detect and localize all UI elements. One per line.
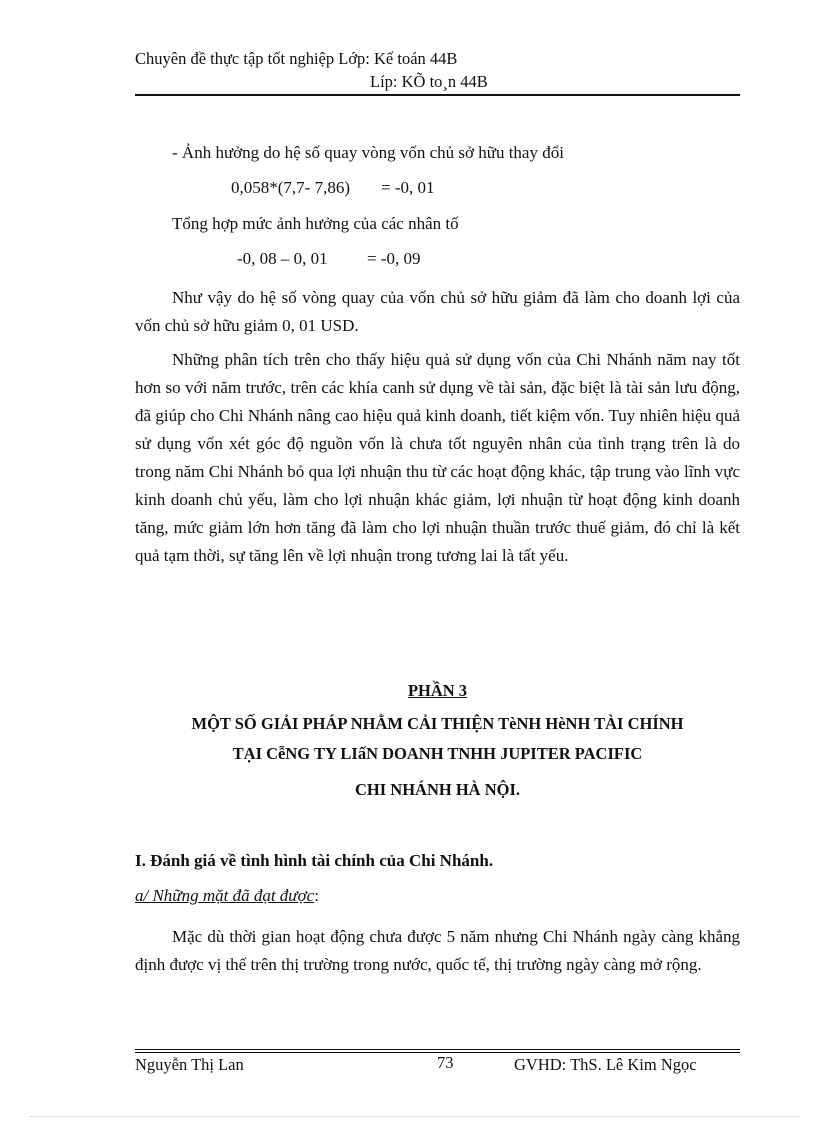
section-heading: I. Đánh giá về tình hình tài chính của Chi Nhánh. <box>135 851 494 870</box>
footer-rule-top <box>135 1049 740 1050</box>
header-line-2: Líp: KÕ to¸n 44B <box>370 72 488 91</box>
footer-advisor: GVHD: ThS. Lê Kim Ngọc <box>514 1055 697 1074</box>
effect-label: - Ảnh hưởng do hệ số quay vòng vốn chủ sở hữu thay đổi <box>172 143 564 162</box>
paragraph-1: Như vậy do hệ số vòng quay của vốn chủ sở hữu giảm đã làm cho doanh lợi của vốn chủ sở hữu giảm 0, 01 USD. <box>135 288 740 335</box>
footer-author: Nguyễn Thị Lan <box>135 1055 244 1074</box>
header-line-1: Chuyên đề thực tập tốt nghiệp Lớp: Kế toán 44B <box>135 49 458 68</box>
section-subheading <box>135 886 319 906</box>
total-formula: -0, 08 – 0, 01 <box>237 249 328 268</box>
total-result: = -0, 09 <box>367 249 421 268</box>
part-label: PHẦN 3 <box>407 681 468 700</box>
subheading-colon: : <box>314 886 319 905</box>
footer-page-number: 73 <box>437 1053 454 1072</box>
header-rule <box>135 94 740 96</box>
section-paragraph: Mặc dù thời gian hoạt động chưa được 5 năm nhưng Chi Nhánh ngày càng khẳng định được vị thế trên thị trường trong nước, quốc tế, thị trường ngày càng mở rộng. <box>135 927 740 974</box>
part-title-line-1: MỘT SỐ GIẢI PHÁP NHẰM CẢI THIỆN TèNH HèNH TÀI CHÍNH <box>191 714 684 733</box>
part-title-line-3: CHI NHÁNH HÀ NỘI. <box>354 780 520 799</box>
total-label: Tổng hợp mức ảnh hưởng của các nhân tố <box>172 214 459 233</box>
part-title-line-2: TẠI CễNG TY LIấN DOANH TNHH JUPITER PACIFIC <box>232 744 643 763</box>
subheading-text: a/ Những mặt đã đạt được <box>135 886 315 905</box>
effect-result: = -0, 01 <box>381 178 435 197</box>
effect-formula: 0,058*(7,7- 7,86) <box>231 178 350 197</box>
paragraph-2: Những phân tích trên cho thấy hiệu quả sử dụng vốn của Chi Nhánh năm nay tốt hơn so với năm trước, trên các khía canh sử dụng về tài sản, đặc biệt là tài sản lưu động, đã giúp cho Chi Nhánh nâng cao hiệu quả kinh doanh, tiết kiệm vốn. Tuy nhiên hiệu quả sử dụng vốn xét góc độ nguồn vốn là chưa tốt nguyên nhân của tình trạng trên là do trong năm Chi Nhánh bỏ qua lợi nhuận thu từ các hoạt động khác, tập trung vào lĩnh vực kinh doanh chủ yếu, làm cho lợi nhuận khác giảm, lợi nhuận từ hoạt động kinh doanh tăng, mức giảm lớn hơn tăng đã làm cho lợi nhuận thuần trước thuế giảm, đó chỉ là kết quả tạm thời, sự tăng lên về lợi nhuận trong tương lai là tất yếu. <box>135 350 740 565</box>
page-bottom-border <box>30 1116 800 1117</box>
